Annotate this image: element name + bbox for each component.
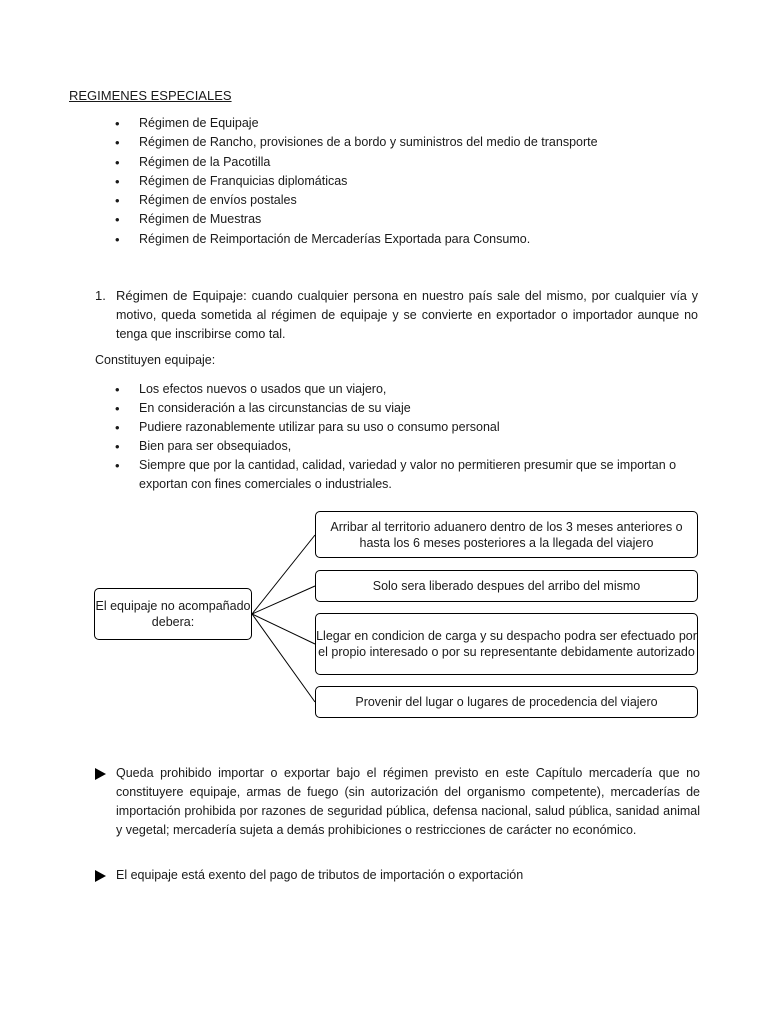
list-item: • Régimen de Muestras xyxy=(115,210,598,229)
diagram-branch-label: Provenir del lugar o lugares de procedencia del viajero xyxy=(355,695,658,709)
page-heading: REGIMENES ESPECIALES xyxy=(69,88,232,103)
diagram-branch-label: Arribar al territorio aduanero dentro de los 3 meses anteriores o hasta los 6 meses posteriores a la llegada del viajero xyxy=(330,519,683,550)
list-item: • Régimen de la Pacotilla xyxy=(115,153,598,172)
diagram-branch-box xyxy=(315,686,698,718)
note-paragraph xyxy=(95,866,700,885)
equipaje-list xyxy=(115,380,700,494)
list-item: • Bien para ser obsequiados, xyxy=(115,437,700,456)
diagram-branch-box xyxy=(315,570,698,602)
list-item: • Régimen de Equipaje xyxy=(115,114,598,133)
list-item: • Siempre que por la cantidad, calidad, variedad y valor no permitieren presumir que se importan o exportan con fines comerciales o industriales. xyxy=(115,456,700,494)
list-item: • Régimen de Rancho, provisiones de a bordo y suministros del medio de transporte xyxy=(115,133,598,152)
section-equipaje xyxy=(95,286,698,344)
list-item: • Régimen de envíos postales xyxy=(115,191,598,210)
section-title: Régimen de Equipaje: xyxy=(116,288,247,303)
connector-line xyxy=(252,586,315,614)
diagram-branch-box xyxy=(315,613,698,675)
constituyen-label: Constituyen equipaje: xyxy=(95,353,216,367)
triangle-bullet-icon xyxy=(95,768,106,780)
diagram-root-box xyxy=(94,588,252,640)
list-item: • Los efectos nuevos o usados que un viajero, xyxy=(115,380,700,399)
diagram-root-label: El equipaje no acompañado debera: xyxy=(95,599,251,629)
connector-line xyxy=(252,614,315,702)
connector-line xyxy=(252,535,315,614)
list-item: • Régimen de Reimportación de Mercaderías Exportada para Consumo. xyxy=(115,230,598,249)
diagram-branch-box xyxy=(315,511,698,558)
connector-line xyxy=(252,614,315,644)
list-item: • Régimen de Franquicias diplomáticas xyxy=(115,172,598,191)
note-paragraph xyxy=(95,764,700,840)
list-item: • En consideración a las circunstancias de su viaje xyxy=(115,399,700,418)
section-number: 1. xyxy=(95,288,106,303)
regimes-list xyxy=(115,114,598,249)
diagram-branch-label: Solo sera liberado despues del arribo del mismo xyxy=(372,579,641,593)
triangle-bullet-icon xyxy=(95,870,106,882)
note-text: Queda prohibido importar o exportar bajo el régimen previsto en este Capítulo mercadería que no constituyere equipaje, armas de fuego (sin autorización del organismo competente), mercaderías de importación prohibida por razones de seguridad pública, defensa nacional, salud pública, sanidad animal y vegetal; mercadería sujeta a demás prohibiciones o restricciones de carácter no económico. xyxy=(116,766,700,837)
list-item: • Pudiere razonablemente utilizar para su uso o consumo personal xyxy=(115,418,700,437)
note-text: El equipaje está exento del pago de tributos de importación o exportación xyxy=(116,868,524,882)
diagram-branch-label: Llegar en condicion de carga y su despacho podra ser efectuado por el propio interesado o por su representante debidamente autorizado xyxy=(316,629,697,659)
section-text: cuando cualquier persona en nuestro país sale del mismo, por cualquier vía y motivo, queda sometida al régimen de equipaje y se convierte en exportador o importador aunque no tenga que inscribirse como tal. xyxy=(116,289,698,341)
